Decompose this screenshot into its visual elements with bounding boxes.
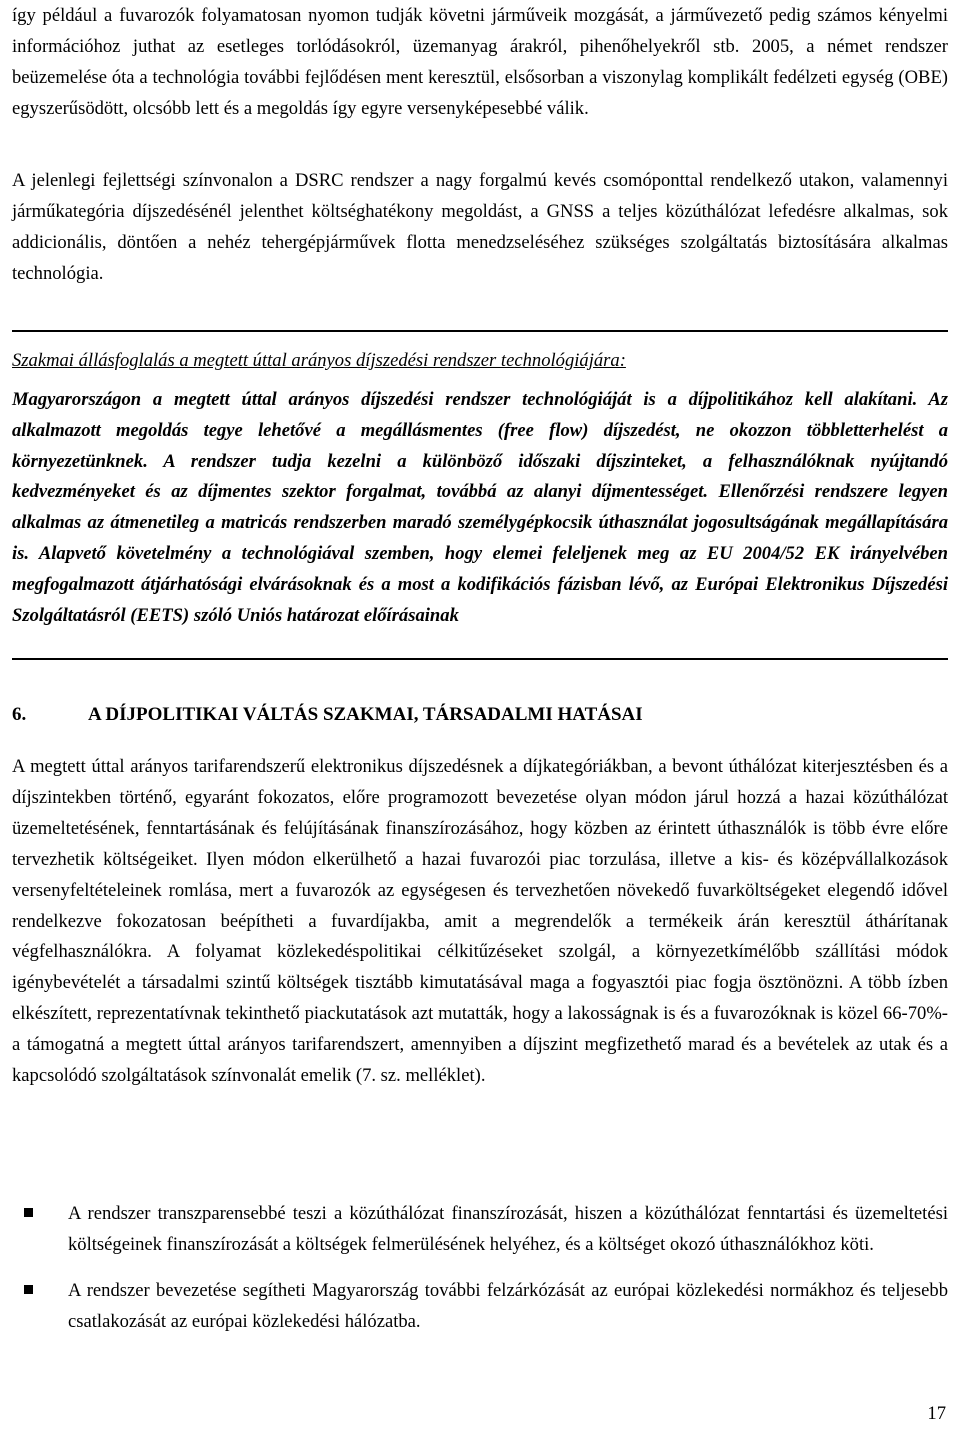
section-heading [12,700,643,730]
section-body [12,752,948,1092]
section-paragraph: A megtett úttal arányos tarifarendszerű elektronikus díjszedésnek a díjkategóriákban, a bevont úthálózat kiterjesztésben és a díjszintekben történő, egyaránt fokozatos, előre programozott bevezetése olyan módon járul hozzá a hazai közúthálózat üzemeltetésének, fenntartásának és felújításának finanszírozásához, hogy közben az érintett úthasználók is több évre előre tervezhetik költségeiket. Ilyen módon elkerülhető a hazai fuvarozói piac torzulása, illetve a kis- és középvállalkozások versenyfeltételeinek romlása, mert a fuvarozók az egységesen és tervezhetően növekedő fuvarköltségeket elegendő idővel rendelkezve fokozatosan beépítheti a fuvardíjakba, amit a megrendelők a termékeik árán keresztül áthárítanak végfelhasználókra. A folyamat közlekedéspolitikai célkitűzéseket szolgál, a környezetkímélőbb szállítási módok igénybevételét a társadalmi szintű költségek tisztább kimutatásával maga a fogyasztói piac fogja ösztönözni. A több ízben elkészített, reprezentatívnak tekinthető piackutatások azt mutatták, hogy a lakosságnak is és a fuvarozóknak is közel 66-70%-a támogatná a megtett úttal arányos tarifarendszert, amennyiben a díjszint megfizethető marad és a bevételek az utak és a kapcsolódó szolgáltatások színvonalát emelik (7. sz. melléklet). [12,756,948,1087]
page-number: 17 [927,1403,946,1424]
bullet-text: A rendszer bevezetése segítheti Magyarország további felzárkózását az európai közlekedési normákhoz és teljesebb csatlakozását az európai közlekedési hálózatba. [68,1280,948,1332]
square-bullet-icon [24,1208,33,1217]
opinion-title: Szakmai állásfoglalás a megtett úttal arányos díjszedési rendszer technológiájára: [12,350,626,371]
bullet-text: A rendszer transzparensebbé teszi a közúthálózat finanszírozását, hiszen a közúthálózat fenntartási és üzemeltetési költségeinek finanszírozását a költségek felmerülésének helyéhez, és a költséget okozó úthasználókhoz köti. [68,1203,948,1255]
bullet-item [12,1275,948,1337]
section-number: 6. [12,704,27,725]
section-title: A DÍJPOLITIKAI VÁLTÁS SZAKMAI, TÁRSADALMI HATÁSAI [88,704,643,725]
square-bullet-icon [24,1285,33,1294]
opinion-sentence: Alapvető követelmény a technológiával szemben, hogy elemei feleljenek meg az EU 2004/52 EK irányelvében megfogalmazott átjárhatósági elvárásoknak és a most a kodifikációs fázisban lévő, az Európai Elektronikus Díjszedési Szolgáltatásról (EETS) szóló Uniós határozat előírásainak [12,542,948,626]
opinion-sentence: A rendszer tudja kezelni a különböző időszaki díjszinteket, a felhasználóknak nyújtandó kedvezményeket és az díjmentes szektor forgalmat, továbbá az alanyi díjmentességet. [12,450,948,503]
opinion-sentence: Ellenőrzési rendszere legyen alkalmas az átmenetileg a matricás rendszerben maradó személygépkocsik úthasználat jogosultságának megállapítására is. [12,481,949,564]
professional-opinion-box [12,330,948,660]
bullet-item [12,1198,948,1260]
body-paragraph-intro: így például a fuvarozók folyamatosan nyomon tudják követni járműveik mozgását, a járművezető pedig számos kényelmi információhoz juthat az esetleges torlódásokról, üzemanyag árakról, pihenőhelyekről stb. 2005, a német rendszer beüzemelése óta a technológia további fejlődésen ment keresztül, elsősorban a viszonylag komplikált fedélzeti egység (OBE) egyszerűsödött, olcsóbb lett és a megoldás így egyre versenyképesebbé válik. [12,5,948,119]
opinion-text [12,385,948,631]
opinion-sentence: Magyarországon a megtett úttal arányos díjszedési rendszer technológiáját is a díjpolitikához kell alakítani. [12,389,929,410]
bullet-list [12,1198,948,1352]
body-paragraph-technology: A jelenlegi fejlettségi színvonalon a DSRC rendszer a nagy forgalmú kevés csomóponttal rendelkező utakon, valamennyi járműkategória díjszedésénél jelenthet költséghatékony megoldást, a GNSS a teljes közúthálózat lefedésre alkalmas, sok addicionális, döntően a nehéz tehergépjárművek flotta menedzseléséhez szükséges szolgáltatás biztosítására alkalmas technológia. [12,170,948,284]
opinion-sentence: Az alkalmazott megoldás tegye lehetővé a megállásmentes (free flow) díjszedést, ne okozzon többletterhelést a környezetünknek. [12,389,948,472]
